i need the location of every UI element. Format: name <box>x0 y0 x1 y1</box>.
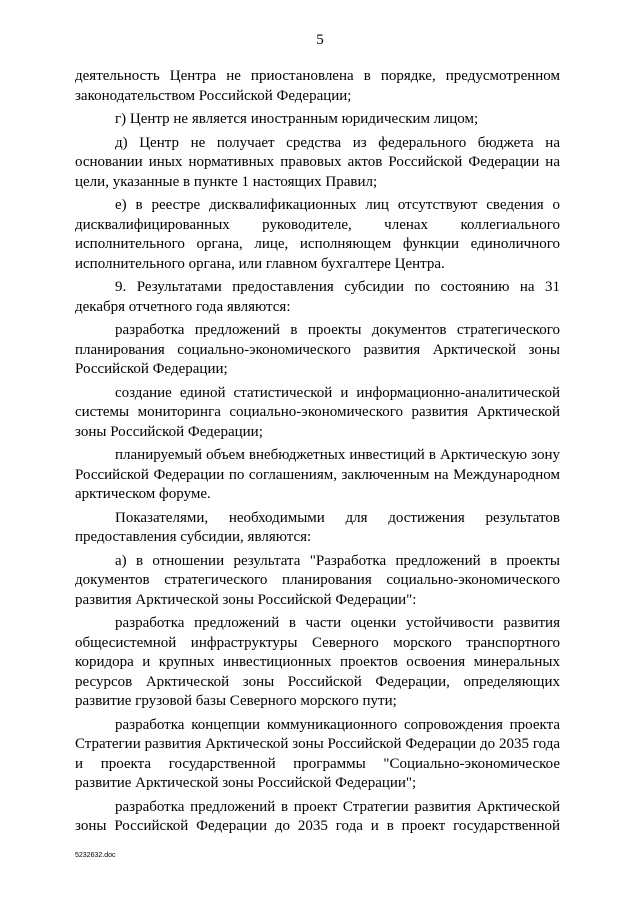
paragraph-result-1: разработка предложений в проекты документов стратегического планирования социально-экономического развития Арктической зоны Российской Федерации; <box>75 322 560 377</box>
paragraph-result-2: создание единой статистической и информационно-аналитической системы мониторинга социально-экономического развития Арктической зоны Российской Федерации; <box>75 384 560 440</box>
document-body <box>75 67 560 841</box>
paragraph-result-3: планируемый объем внебюджетных инвестиций в Арктическую зону Российской Федерации по соглашениям, заключенным на Международном арктическом форуме. <box>75 447 560 502</box>
paragraph-continuation: деятельность Центра не приостановлена в порядке, предусмотренном законодательством Российской Федерации; <box>75 68 560 104</box>
paragraph-item-e: е) в реестре дисквалификационных лиц отсутствуют сведения о дисквалифицированных руководителе, членах коллегиального исполнительного органа, лице, исполняющем функции единоличного исполнительного органа, или главном бухгалтере Центра. <box>75 197 560 272</box>
paragraph-item-d: д) Центр не получает средства из федерального бюджета на основании иных нормативных правовых актов Российской Федерации на цели, указанные в пункте 1 настоящих Правил; <box>75 134 560 190</box>
paragraph-item-g: г) Центр не является иностранным юридическим лицом; <box>115 111 479 127</box>
paragraph-indicators-intro: Показателями, необходимыми для достижения результатов предоставления субсидии, являются: <box>75 509 560 545</box>
paragraph-item-a: а) в отношении результата "Разработка предложений в проекты документов стратегического планирования социально-экономического развития Арктической зоны Российской Федерации": <box>75 552 560 608</box>
paragraph-section-9: 9. Результатами предоставления субсидии по состоянию на 31 декабря отчетного года являются: <box>75 279 560 315</box>
page-number: 5 <box>316 32 324 48</box>
paragraph-indicator-1: разработка предложений в части оценки устойчивости развития общесистемной инфраструктуры Северного морского транспортного коридора и крупных инвестиционных проектов освоения минеральных ресурсов Арктической зоны Российской Федерации, определяющих развитие грузовой базы Северного морского пути; <box>75 615 560 709</box>
paragraph-indicator-3: разработка предложений в проект Стратегии развития Арктической зоны Российской Федерации до 2035 года и в проект государственной <box>75 798 560 834</box>
paragraph-indicator-2: разработка концепции коммуникационного сопровождения проекта Стратегии развития Арктической зоны Российской Федерации до 2035 года и проекта государственной программы "Социально-экономическое развитие Арктической зоны Российской Федерации"; <box>75 716 560 791</box>
footer-filename: 5232632.doc <box>75 852 116 859</box>
